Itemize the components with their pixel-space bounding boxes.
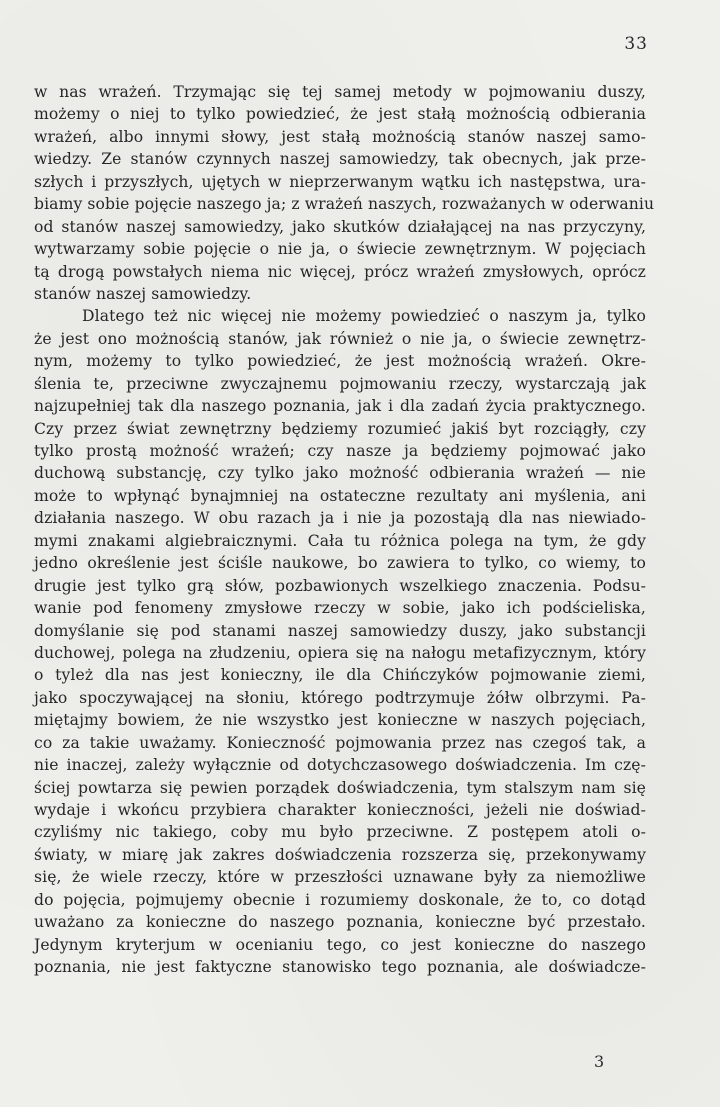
- text-line: Dlatego też nic więcej nie możemy powiedzieć o naszym ja, tylko: [82, 307, 646, 326]
- text-line: duchową substancję, czy tylko jako możność odbierania wrażeń — nie: [34, 464, 646, 483]
- text-line: światy, w miarę jak zakres doświadczenia rozszerza się, przekonywamy: [34, 845, 646, 864]
- text-line: Jedynym kryterjum w ocenianiu tego, co jest konieczne do naszego: [34, 935, 646, 954]
- text-line: ślenia te, przeciwne zwyczajnemu pojmowaniu rzeczy, wystarczają jak: [34, 374, 646, 393]
- text-line: wydaje i wkońcu przybiera charakter konieczności, jeżeli nie doświad-: [34, 801, 646, 819]
- text-line: do pojęcia, pojmujemy obecnie i rozumiemy doskonale, że to, co dotąd: [34, 890, 646, 909]
- body-text: [34, 81, 655, 979]
- text-line: czyliśmy nic takiego, coby mu było przeciwne. Z postępem atoli o-: [34, 823, 646, 842]
- text-line: miętajmy bowiem, że nie wszystko jest konieczne w naszych pojęciach,: [34, 711, 646, 730]
- text-line: tylko prostą możność wrażeń; czy nasze ja będziemy pojmować jako: [34, 442, 646, 460]
- text-line: jedno określenie jest ściśle naukowe, bo zawiera to tylko, co wiemy, to: [34, 554, 646, 573]
- text-line: o tyleż dla nas jest konieczny, ile dla Chińczyków pojmowanie ziemi,: [34, 666, 646, 685]
- text-line: ściej powtarza się pewien porządek doświadczenia, tym stalszym nam się: [34, 778, 646, 797]
- text-line: od stanów naszej samowiedzy, jako skutków działającej na nas przyczyny,: [34, 217, 646, 236]
- text-line: możemy o niej to tylko powiedzieć, że jest stałą możnością odbierania: [34, 105, 646, 124]
- text-line: biamy sobie pojęcie naszego ja; z wrażeń naszych, rozważanych w oderwaniu: [34, 195, 655, 214]
- text-line: tą drogą powstałych niema nic więcej, prócz wrażeń zmysłowych, oprócz: [34, 262, 646, 281]
- text-line: że jest ono możnością stanów, jak również o nie ja, o świecie zewnętrz-: [34, 329, 646, 348]
- text-line: jako spoczywającej na słoniu, którego podtrzymuje żółw olbrzymi. Pa-: [34, 688, 646, 707]
- text-line: drugie jest tylko grą słów, pozbawionych wszelkiego znaczenia. Podsu-: [34, 576, 646, 595]
- text-line: domyślanie się pod stanami naszej samowiedzy duszy, jako substancji: [34, 621, 646, 640]
- text-line: się, że wiele rzeczy, które w przeszłości uznawane były za niemożliwe: [34, 868, 646, 887]
- signature-mark: 3: [594, 1052, 605, 1071]
- text-line: uważano za konieczne do naszego poznania, konieczne być przestało.: [34, 913, 646, 932]
- text-line: nie inaczej, zależy wyłącznie od dotychczasowego doświadczenia. Im czę-: [34, 756, 646, 775]
- text-line: duchowej, polega na złudzeniu, opiera się na nałogu metafizycznym, który: [34, 643, 646, 662]
- text-line: Czy przez świat zewnętrzny będziemy rozumieć jakiś byt rozciągły, czy: [34, 419, 646, 438]
- text-line: stanów naszej samowiedzy.: [34, 284, 252, 303]
- text-line: najzupełniej tak dla naszego poznania, jak i dla zadań życia praktycznego.: [34, 397, 646, 416]
- text-line: działania naszego. W obu razach ja i nie ja pozostają dla nas niewiado-: [34, 509, 646, 528]
- text-line: wrażeń, albo innymi słowy, jest stałą możnością stanów naszej samo-: [34, 127, 646, 146]
- text-line: mymi znakami algiebraicznymi. Cała tu różnica polega na tym, że gdy: [34, 531, 646, 550]
- text-line: co za takie uważamy. Konieczność pojmowania przez nas czegoś tak, a: [34, 733, 646, 752]
- text-line: poznania, nie jest faktyczne stanowisko tego poznania, ale doświadcze-: [34, 958, 646, 977]
- text-line: nym, możemy to tylko powiedzieć, że jest możnością wrażeń. Okre-: [34, 352, 646, 371]
- text-line: wanie pod fenomeny zmysłowe rzeczy w sobie, jako ich podścieliska,: [34, 599, 646, 618]
- text-line: w nas wrażeń. Trzymając się tej samej metody w pojmowaniu duszy,: [34, 83, 646, 101]
- text-line: wiedzy. Ze stanów czynnych naszej samowiedzy, tak obecnych, jak prze-: [34, 150, 646, 169]
- text-line: wytwarzamy sobie pojęcie o nie ja, o świecie zewnętrznym. W pojęciach: [34, 240, 646, 259]
- text-line: szłych i przyszłych, ujętych w nieprzerwanym wątku ich następstwa, ura-: [34, 172, 646, 191]
- page-number: 33: [624, 34, 648, 54]
- text-line: może to wpłynąć bynajmniej na ostateczne rezultaty ani myślenia, ani: [34, 486, 646, 505]
